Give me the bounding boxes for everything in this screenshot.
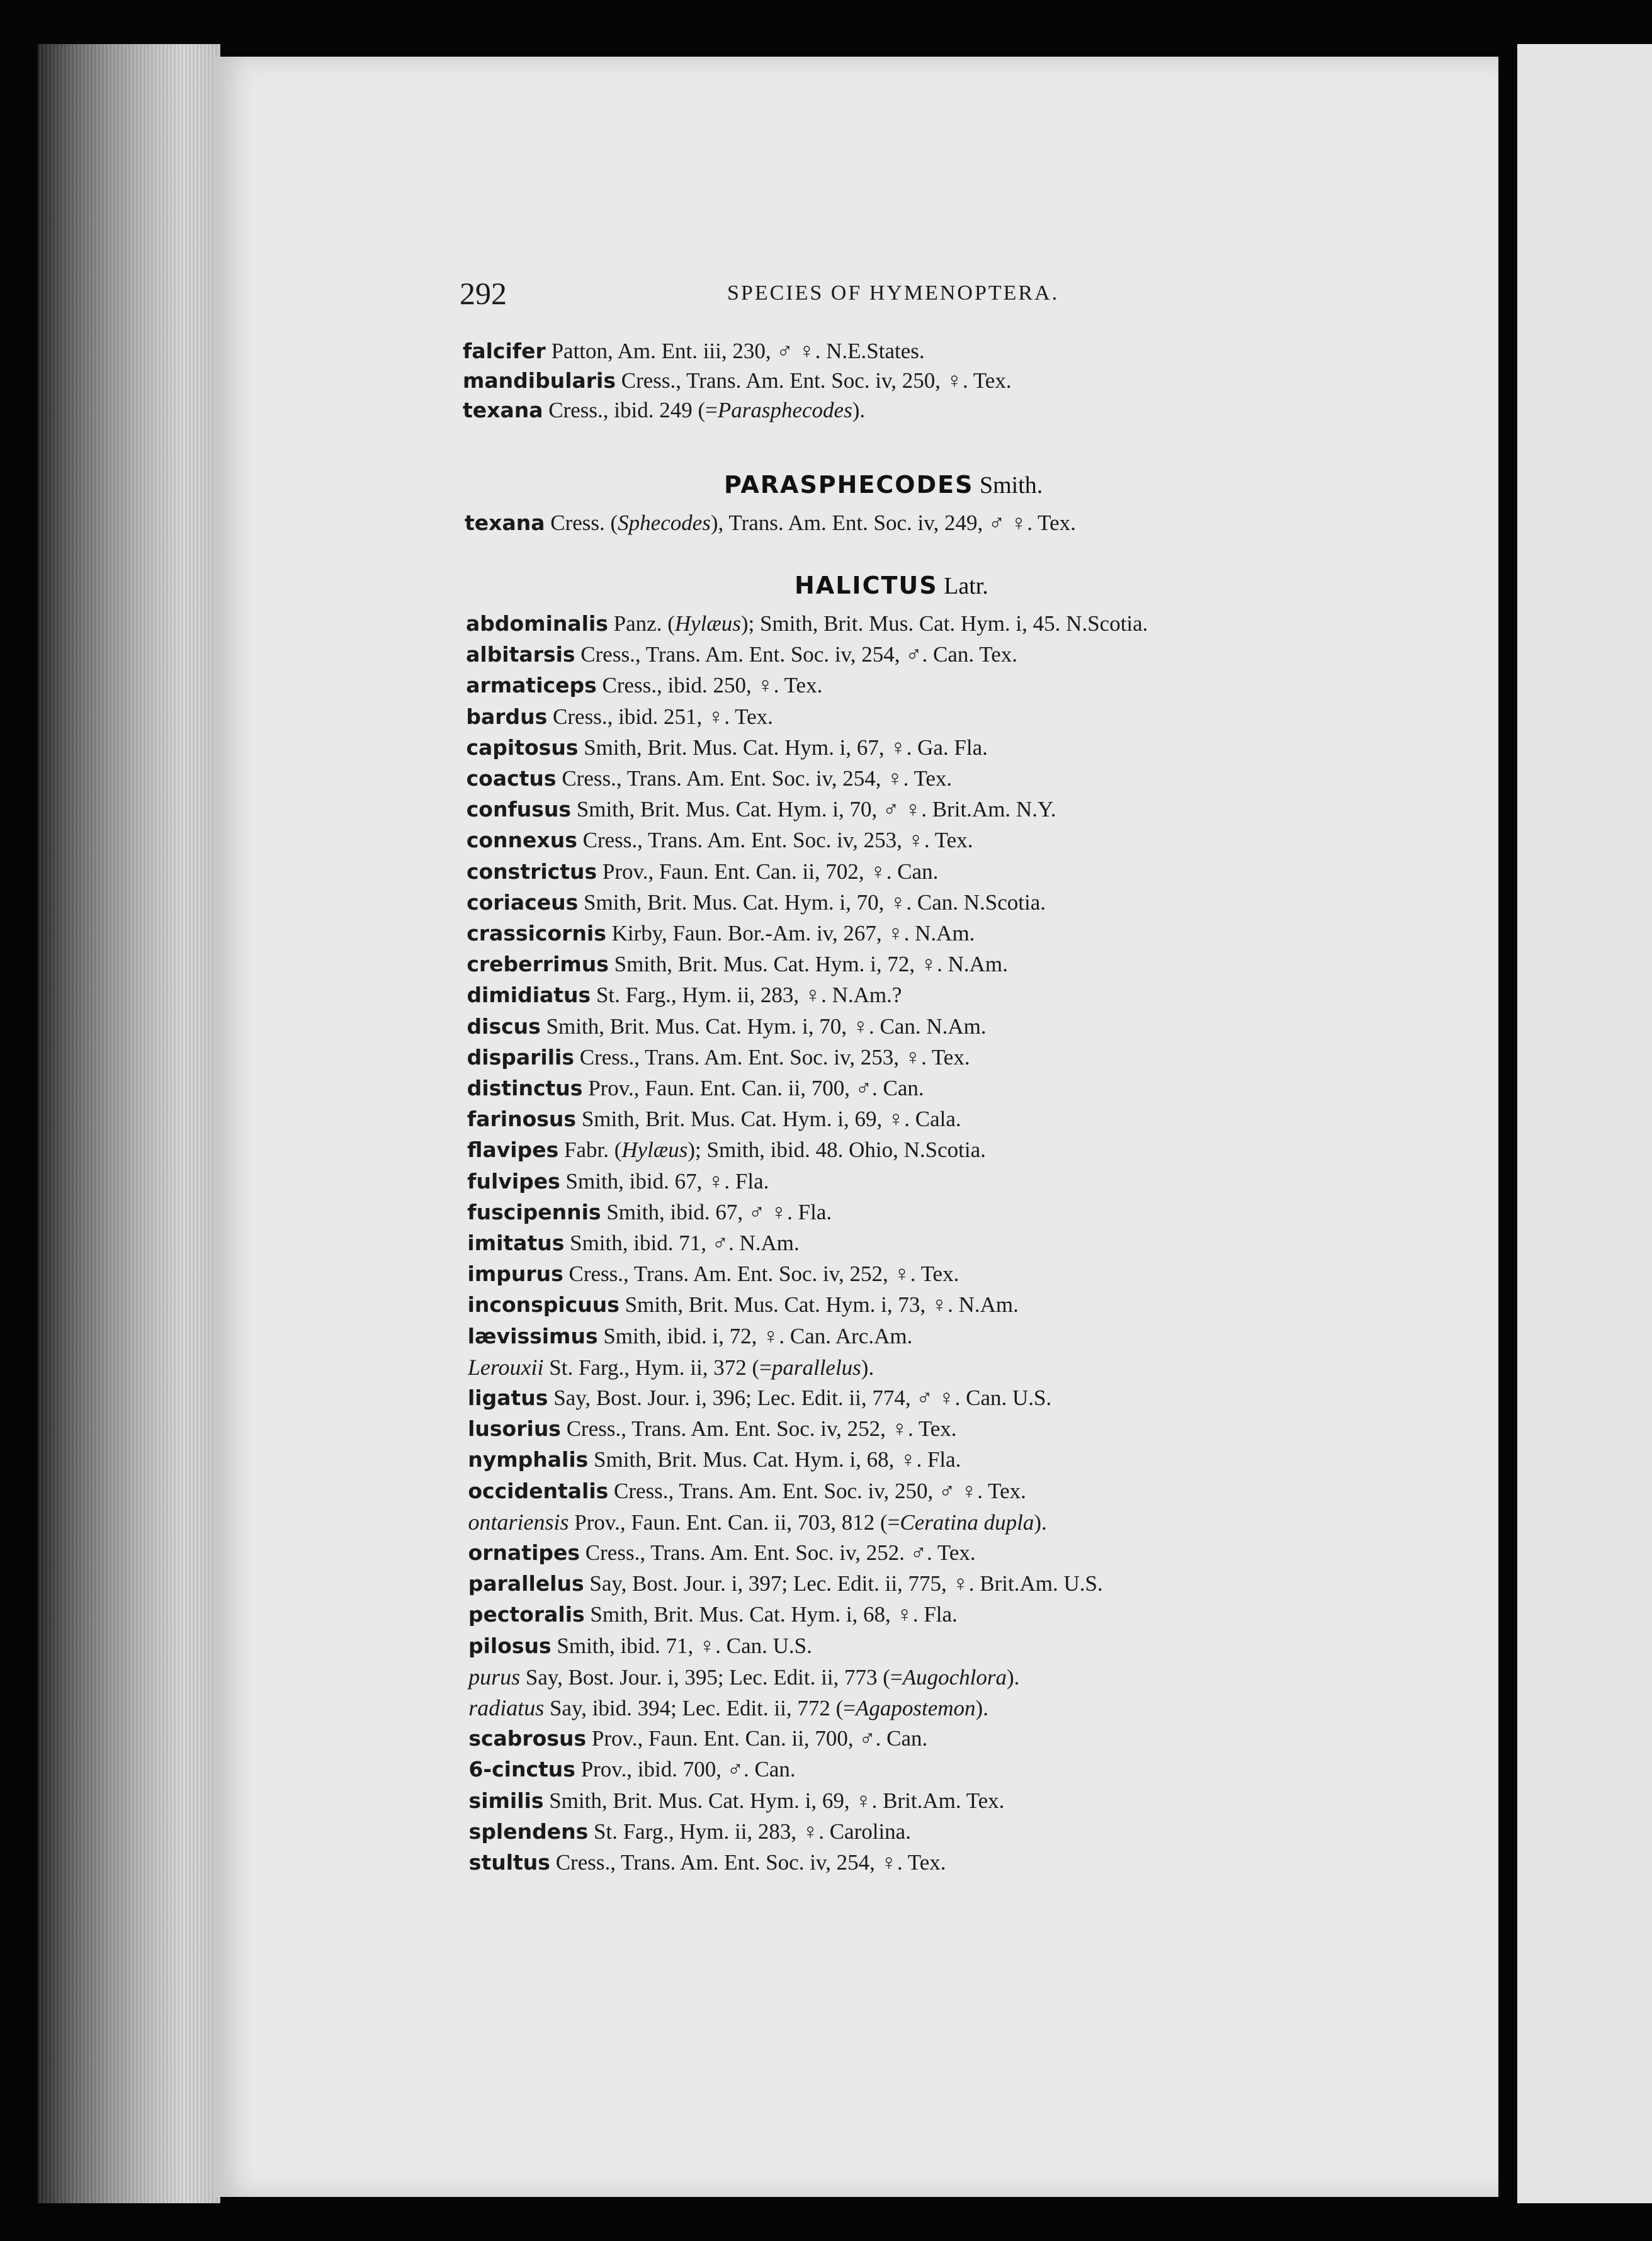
citation-end: ), Trans. Am. Ent. Soc. iv, 249,	[710, 511, 983, 535]
sex-symbol: ♂.	[859, 1726, 881, 1751]
citation-genus: Ceratina dupla	[900, 1510, 1034, 1535]
species-entry	[468, 1356, 874, 1379]
sex-symbol: ♀.	[801, 1819, 824, 1844]
sex-symbol: ♀.	[699, 1633, 721, 1658]
species-entry	[468, 1325, 913, 1347]
sex-symbol: ♀.	[708, 1168, 730, 1194]
species-name: farinosus	[467, 1107, 577, 1132]
citation: Cress., ibid. 249 (=	[548, 398, 718, 422]
species-name: lusorius	[468, 1416, 561, 1442]
locality: Tex.	[973, 368, 1012, 393]
citation: Kirby, Faun. Bor.-Am. iv, 267,	[611, 921, 882, 946]
sex-symbol: ♀.	[887, 1107, 910, 1132]
locality: Brit.Am. U.S.	[980, 1571, 1103, 1596]
citation: Fabr. (	[563, 1137, 622, 1163]
locality: Can. U.S.	[966, 1386, 1052, 1410]
locality: Fla.	[798, 1199, 832, 1224]
sex-symbol: ♀.	[946, 368, 968, 393]
genus-author: Latr.	[944, 573, 988, 599]
species-entry	[468, 1387, 1051, 1409]
species-entry	[467, 1170, 769, 1192]
species-name: dimidiatus	[467, 983, 591, 1008]
species-entry	[468, 1635, 812, 1657]
facing-page	[1517, 44, 1652, 2203]
locality: N.Am.	[948, 952, 1008, 977]
citation: Smith, Brit. Mus. Cat. Hym. i, 67,	[584, 735, 885, 760]
sex-symbol: ♂.	[711, 1231, 734, 1255]
citation: Prov., Faun. Ent. Can. ii, 700,	[588, 1076, 850, 1100]
locality: Tex.	[931, 1044, 970, 1070]
locality: Cala.	[915, 1107, 961, 1132]
species-name: crassicornis	[467, 921, 606, 946]
species-name: albitarsis	[466, 642, 575, 667]
locality: Ohio, N.Scotia.	[849, 1137, 986, 1163]
locality: Fla.	[924, 1602, 958, 1627]
species-name: coriaceus	[467, 889, 579, 915]
locality: Tex.	[934, 828, 973, 853]
species-name: stultus	[468, 1850, 550, 1875]
species-entry	[467, 1077, 924, 1099]
species-entry	[467, 984, 902, 1006]
species-name: ornatipes	[468, 1540, 580, 1565]
sex-symbol: ♂.	[727, 1757, 749, 1782]
locality: Tex.	[937, 1540, 976, 1565]
species-name: ontariensis	[468, 1509, 569, 1535]
species-name: splendens	[468, 1819, 589, 1844]
citation-end: ); Smith, Brit. Mus. Cat. Hym. i, 45.	[740, 611, 1061, 636]
citation: St. Farg., Hym. ii, 283,	[594, 1819, 797, 1844]
citation: Cress., Trans. Am. Ent. Soc. iv, 250,	[614, 1478, 934, 1503]
page-header	[460, 275, 1152, 313]
citation: St. Farg., Hym. ii, 372 (=	[549, 1355, 772, 1380]
species-entry	[467, 767, 953, 789]
locality: Tex.	[784, 673, 823, 698]
species-entry	[468, 1666, 1019, 1688]
species-entry	[469, 1851, 946, 1873]
sex-symbol: ♂.	[905, 642, 928, 667]
species-entry	[468, 1418, 956, 1440]
locality: Can.	[897, 859, 939, 884]
species-entry	[467, 861, 938, 883]
species-entry	[468, 1572, 1103, 1595]
species-name: scabrosus	[468, 1726, 587, 1751]
sex-symbol: ♂ ♀.	[748, 1199, 793, 1224]
citation: St. Farg., Hym. ii, 283,	[596, 983, 800, 1008]
locality: Can.	[883, 1076, 924, 1100]
species-name: nymphalis	[468, 1447, 589, 1472]
citation: Prov., Faun. Ent. Can. ii, 703, 812 (=	[574, 1510, 900, 1535]
citation: Smith, ibid. i, 72,	[603, 1323, 757, 1348]
locality: N.Am.	[958, 1292, 1019, 1318]
species-name: texana	[465, 511, 545, 535]
locality: Tex.	[735, 704, 773, 729]
citation-end: ).	[1034, 1510, 1047, 1535]
species-name: abdominalis	[466, 611, 608, 636]
sex-symbol: ♀.	[931, 1292, 953, 1318]
sex-symbol: ♀.	[880, 1850, 903, 1875]
locality: Can.	[754, 1757, 796, 1782]
sex-symbol: ♂.	[910, 1540, 932, 1565]
locality: Brit.Am. N.Y.	[932, 797, 1056, 822]
locality: Tex.	[988, 1478, 1026, 1503]
sex-symbol: ♀.	[855, 1788, 878, 1813]
species-entry	[465, 512, 1076, 534]
species-entry	[467, 953, 1008, 975]
sex-symbol: ♀.	[757, 673, 779, 698]
sex-symbol: ♀.	[904, 1044, 927, 1070]
species-name: ligatus	[468, 1386, 548, 1410]
genus-heading-parasphecodes	[724, 471, 1043, 499]
locality: Can. N.Am.	[880, 1013, 987, 1039]
citation: Say, ibid. 394; Lec. Edit. ii, 772 (=	[549, 1696, 856, 1720]
sex-symbol: ♂ ♀.	[939, 1478, 983, 1503]
locality: Can. U.S.	[726, 1633, 812, 1658]
species-name: bardus	[466, 704, 548, 729]
sex-symbol: ♀.	[890, 889, 912, 915]
species-entry	[469, 1790, 1005, 1812]
sex-symbol: ♀.	[891, 1416, 914, 1442]
species-entry	[467, 922, 975, 944]
species-name: purus	[468, 1664, 521, 1690]
species-entry	[468, 1603, 958, 1625]
citation: Patton, Am. Ent. iii, 230,	[551, 339, 771, 363]
locality: Fla.	[927, 1447, 961, 1472]
species-entry	[466, 737, 987, 759]
sex-symbol: ♂ ♀.	[776, 339, 821, 363]
locality: Fla.	[735, 1168, 769, 1194]
locality: N.Am.?	[832, 983, 902, 1008]
sex-symbol: ♀.	[886, 766, 909, 791]
sex-symbol: ♀.	[708, 704, 730, 729]
citation-end: ).	[975, 1696, 988, 1720]
locality: Tex.	[920, 1262, 959, 1287]
sex-symbol: ♀.	[890, 735, 912, 760]
citation-genus: parallelus	[771, 1355, 861, 1380]
species-name: flavipes	[467, 1137, 559, 1163]
species-name: connexus	[466, 828, 577, 853]
sex-symbol: ♀.	[907, 828, 930, 853]
genus-name: HALICTUS	[795, 572, 938, 599]
citation: Prov., Faun. Ent. Can. ii, 702,	[602, 859, 864, 884]
citation-genus: Parasphecodes	[717, 398, 852, 422]
locality: Can. Tex.	[933, 642, 1017, 667]
sex-symbol: ♂.	[855, 1076, 878, 1100]
sex-symbol: ♂ ♀.	[882, 797, 927, 822]
citation-end: ); Smith, ibid. 48.	[687, 1137, 844, 1163]
species-name: falcifer	[463, 339, 546, 363]
species-entry	[463, 399, 865, 421]
citation: Prov., ibid. 700,	[580, 1757, 721, 1782]
citation: Cress., Trans. Am. Ent. Soc. iv, 253,	[582, 828, 902, 853]
citation: Smith, Brit. Mus. Cat. Hym. i, 70,	[584, 889, 885, 915]
species-name: parallelus	[468, 1571, 584, 1596]
species-entry	[467, 1139, 986, 1161]
citation: Cress. (	[550, 511, 618, 535]
citation: Cress., Trans. Am. Ent. Soc. iv, 252,	[566, 1416, 886, 1442]
locality: Tex.	[914, 766, 953, 791]
locality: Can. N.Scotia.	[917, 889, 1046, 915]
species-name: pectoralis	[468, 1602, 585, 1627]
species-name: armaticeps	[466, 673, 597, 698]
sex-symbol: ♀.	[893, 1262, 916, 1287]
species-entry	[468, 1294, 1019, 1316]
species-entry	[467, 1046, 970, 1068]
species-entry	[468, 1448, 961, 1470]
species-entry	[467, 829, 973, 851]
species-entry	[468, 1727, 927, 1749]
species-name: confusus	[466, 797, 572, 822]
species-name: inconspicuus	[467, 1292, 620, 1318]
locality: Tex.	[907, 1850, 946, 1875]
citation: Prov., Faun. Ent. Can. ii, 700,	[591, 1726, 854, 1751]
citation: Cress., Trans. Am. Ent. Soc. iv, 253,	[579, 1044, 899, 1070]
locality: N.Am.	[915, 921, 975, 946]
citation: Smith, Brit. Mus. Cat. Hym. i, 68,	[594, 1447, 895, 1472]
citation: Smith, Brit. Mus. Cat. Hym. i, 68,	[590, 1602, 891, 1627]
locality: Tex.	[1038, 511, 1076, 535]
species-name: impurus	[467, 1262, 563, 1287]
species-entry	[469, 1820, 911, 1843]
species-entry	[467, 798, 1056, 820]
citation: Say, Bost. Jour. i, 395; Lec. Edit. ii, 773 (=	[525, 1664, 903, 1690]
species-entry	[468, 1480, 1026, 1502]
citation: Cress., Trans. Am. Ent. Soc. iv, 254,	[555, 1850, 875, 1875]
citation: Cress., Trans. Am. Ent. Soc. iv, 252,	[569, 1262, 888, 1287]
citation-genus: Agapostemon	[856, 1696, 976, 1720]
citation: Smith, Brit. Mus. Cat. Hym. i, 70,	[576, 797, 878, 822]
species-entry	[468, 1758, 795, 1780]
species-name: capitosus	[466, 735, 579, 760]
sex-symbol: ♀.	[869, 859, 892, 884]
citation: Cress., Trans. Am. Ent. Soc. iv, 250,	[621, 368, 941, 393]
species-entry	[466, 643, 1017, 665]
citation: Smith, Brit. Mus. Cat. Hym. i, 69,	[549, 1788, 850, 1813]
sex-symbol: ♀.	[852, 1013, 874, 1039]
species-entry	[463, 340, 925, 362]
species-name: similis	[468, 1788, 544, 1813]
citation-genus: Hylæus	[621, 1137, 688, 1163]
species-entry	[468, 1263, 959, 1285]
locality: Brit.Am. Tex.	[883, 1788, 1005, 1813]
sex-symbol: ♀.	[900, 1447, 922, 1472]
species-name: 6-cinctus	[468, 1757, 575, 1782]
genus-name: PARASPHECODES	[724, 471, 974, 499]
genus-author: Smith.	[979, 472, 1043, 499]
species-name: lævissimus	[467, 1323, 598, 1348]
citation-end: ).	[1006, 1664, 1020, 1690]
citation-genus: Hylæus	[674, 611, 741, 636]
locality: Carolina.	[829, 1819, 911, 1844]
citation-genus: Sphecodes	[618, 511, 711, 535]
species-name: disparilis	[467, 1044, 574, 1070]
citation: Smith, Brit. Mus. Cat. Hym. i, 70,	[546, 1013, 847, 1039]
citation: Cress., Trans. Am. Ent. Soc. iv, 252.	[585, 1540, 905, 1565]
citation-end: ).	[852, 398, 866, 422]
species-name: pilosus	[468, 1633, 552, 1658]
locality: N.E.States.	[826, 339, 925, 363]
citation: Smith, ibid. 71,	[557, 1633, 694, 1658]
species-entry	[467, 1015, 987, 1037]
sex-symbol: ♂ ♀.	[988, 511, 1033, 535]
page-number: 292	[460, 276, 507, 311]
species-name: distinctus	[467, 1076, 583, 1100]
citation: Panz. (	[613, 611, 675, 636]
citation: Say, Bost. Jour. i, 396; Lec. Edit. ii, 774,	[553, 1386, 911, 1410]
citation-end: ).	[861, 1355, 874, 1380]
citation: Cress., Trans. Am. Ent. Soc. iv, 254,	[580, 642, 900, 667]
citation: Smith, ibid. 67,	[606, 1199, 744, 1224]
citation-genus: Augochlora	[902, 1664, 1007, 1690]
sex-symbol: ♀.	[804, 983, 827, 1008]
species-name: occidentalis	[468, 1478, 609, 1503]
species-entry	[466, 612, 1148, 635]
citation: Smith, ibid. 67,	[565, 1168, 703, 1194]
species-name: fuscipennis	[467, 1199, 601, 1224]
sex-symbol: ♀.	[920, 952, 942, 977]
species-entry	[468, 1542, 976, 1564]
citation: Smith, ibid. 71,	[570, 1231, 706, 1255]
citation: Smith, Brit. Mus. Cat. Hym. i, 69,	[581, 1107, 883, 1132]
running-title: SPECIES OF HYMENOPTERA.	[727, 281, 1060, 305]
species-name: Lerouxii	[467, 1354, 544, 1380]
locality: Tex.	[918, 1416, 957, 1442]
species-entry	[467, 1201, 832, 1223]
locality: Can.	[886, 1726, 928, 1751]
citation: Cress., ibid. 250,	[602, 673, 752, 698]
locality: Ga. Fla.	[917, 735, 988, 760]
sex-symbol: ♀.	[887, 921, 910, 946]
sex-symbol: ♀.	[896, 1602, 919, 1627]
species-entry	[468, 1696, 988, 1719]
citation: Cress., Trans. Am. Ent. Soc. iv, 254,	[562, 766, 881, 791]
citation: Say, Bost. Jour. i, 397; Lec. Edit. ii, 775,	[589, 1571, 947, 1596]
species-name: creberrimus	[467, 952, 609, 977]
book-page-edges	[38, 44, 220, 2203]
species-name: texana	[463, 398, 543, 422]
species-entry	[463, 370, 1012, 392]
citation: Smith, Brit. Mus. Cat. Hym. i, 72,	[614, 952, 915, 977]
sex-symbol: ♀.	[952, 1571, 975, 1596]
species-entry	[467, 1108, 961, 1130]
species-entry	[467, 1232, 799, 1254]
species-entry	[466, 706, 773, 728]
genus-heading-halictus	[795, 572, 988, 600]
species-name: fulvipes	[467, 1168, 560, 1194]
species-entry	[467, 891, 1046, 913]
citation: Cress., ibid. 251,	[553, 704, 703, 729]
species-name: coactus	[466, 766, 557, 791]
species-entry	[466, 674, 822, 696]
sex-symbol: ♀.	[762, 1323, 785, 1348]
locality: Can. Arc.Am.	[789, 1323, 913, 1348]
species-entry	[468, 1511, 1046, 1533]
species-name: discus	[467, 1013, 541, 1039]
locality: N.Am.	[739, 1231, 800, 1255]
species-name: radiatus	[468, 1695, 545, 1720]
sex-symbol: ♂ ♀.	[916, 1386, 961, 1410]
species-name: mandibularis	[463, 368, 616, 393]
species-name: constrictus	[466, 859, 597, 884]
locality: N.Scotia.	[1066, 611, 1148, 636]
species-name: imitatus	[467, 1231, 565, 1255]
citation: Smith, Brit. Mus. Cat. Hym. i, 73,	[625, 1292, 926, 1318]
